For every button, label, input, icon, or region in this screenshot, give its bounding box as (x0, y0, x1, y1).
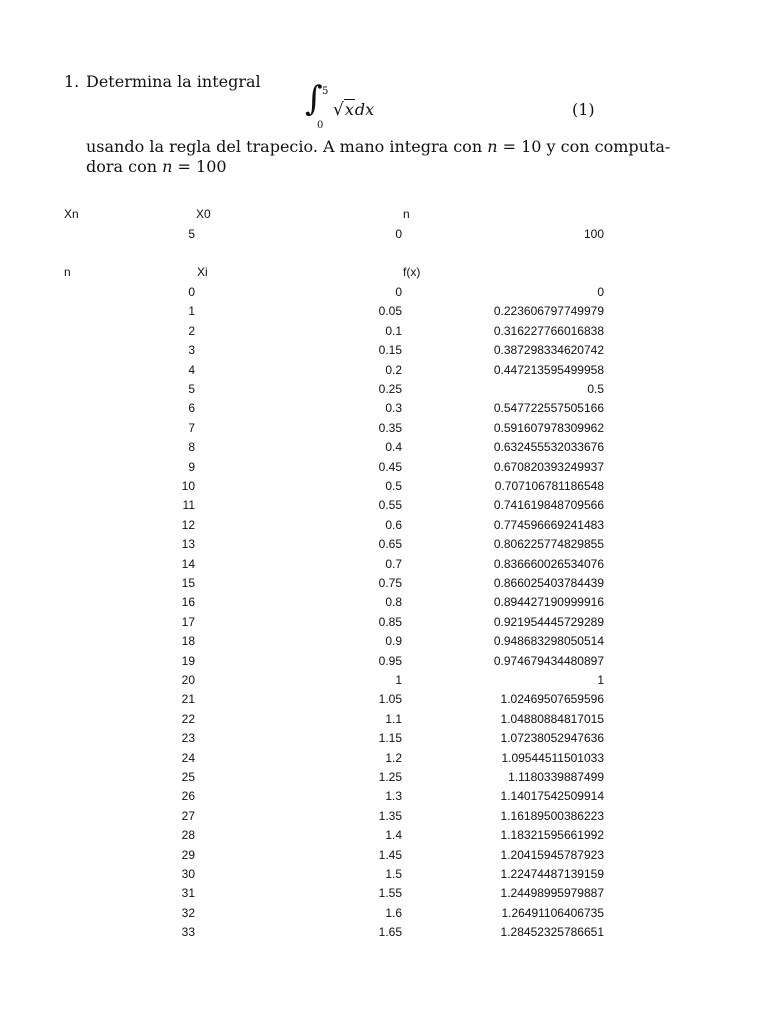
param-value-xn: 5 (188, 227, 195, 241)
cell-xi: 0.9 (385, 634, 402, 649)
cell-fx: 1.09544511501033 (501, 750, 604, 765)
cell-n: 21 (181, 692, 195, 707)
problem-text-line-2 (86, 157, 670, 177)
cell-xi: 1.2 (385, 750, 402, 765)
param-value-x0: 0 (395, 227, 402, 241)
table-row (0, 518, 768, 537)
equation-number: (1) (572, 100, 595, 119)
header-xi: Xi (197, 265, 208, 279)
cell-n: 9 (188, 459, 195, 474)
cell-fx: 0.866025403784439 (493, 576, 604, 590)
cell-fx: 1.24498995979887 (500, 886, 604, 901)
cell-xi: 0.1 (385, 323, 402, 338)
param-label-n: n (403, 207, 410, 221)
cell-xi: 1.5 (385, 867, 402, 881)
cell-n: 14 (181, 556, 195, 571)
header-n: n (64, 265, 71, 279)
cell-n: 4 (188, 362, 195, 377)
table-row (0, 285, 768, 304)
integrand (333, 100, 374, 120)
cell-fx: 1.18321595661992 (500, 828, 604, 843)
cell-xi: 0.85 (378, 614, 402, 629)
cell-n: 19 (181, 653, 195, 668)
cell-fx: 1.1180339887499 (508, 770, 604, 784)
cell-n: 0 (188, 285, 195, 299)
cell-fx: 0.741619848709566 (493, 498, 604, 513)
cell-n: 3 (188, 343, 195, 358)
cell-xi: 1.05 (378, 692, 402, 707)
text-segment: = 100 (172, 157, 227, 176)
cell-xi: 0.2 (385, 362, 402, 377)
table-row (0, 382, 768, 401)
table-row (0, 595, 768, 614)
cell-fx: 1 (597, 673, 604, 687)
cell-fx: 0 (597, 285, 604, 299)
table-row (0, 537, 768, 556)
cell-n: 2 (188, 323, 195, 338)
cell-n: 13 (181, 537, 195, 552)
cell-n: 16 (181, 595, 195, 610)
cell-n: 1 (188, 304, 195, 319)
table-row (0, 867, 768, 886)
table-row (0, 789, 768, 808)
cell-n: 30 (181, 867, 195, 881)
cell-xi: 0.65 (378, 537, 402, 552)
table-row (0, 460, 768, 479)
cell-fx: 0.974679434480897 (493, 653, 604, 668)
cell-n: 8 (188, 440, 195, 455)
cell-fx: 0.806225774829855 (493, 537, 604, 552)
cell-xi: 0.35 (378, 420, 402, 435)
param-label-x0: X0 (196, 207, 211, 221)
text-segment: dora con (86, 157, 163, 176)
cell-n: 7 (188, 420, 195, 435)
differential: dx (354, 100, 375, 119)
table-row (0, 304, 768, 323)
cell-n: 27 (181, 808, 195, 823)
cell-fx: 0.921954445729289 (493, 614, 604, 629)
cell-xi: 1.15 (378, 731, 402, 746)
cell-n: 33 (181, 925, 195, 940)
cell-fx: 1.26491106406735 (501, 905, 604, 920)
table-row (0, 401, 768, 420)
param-label-xn: Xn (64, 207, 79, 221)
table-row (0, 692, 768, 711)
cell-n: 6 (188, 401, 195, 416)
cell-n: 15 (181, 576, 195, 590)
table-row (0, 576, 768, 595)
cell-fx: 0.948683298050514 (493, 634, 604, 649)
table-row (0, 848, 768, 867)
table-row (0, 906, 768, 925)
radicand: x (344, 100, 354, 119)
table-row (0, 770, 768, 789)
cell-xi: 0.45 (378, 459, 402, 474)
cell-n: 24 (181, 750, 195, 765)
cell-fx: 0.316227766016838 (493, 323, 604, 338)
cell-fx: 0.387298334620742 (493, 343, 604, 358)
table-row (0, 712, 768, 731)
problem-heading: Determina la integral (86, 72, 261, 91)
cell-xi: 0.5 (385, 479, 402, 493)
integral-sign-icon: ∫ (305, 79, 323, 119)
cell-fx: 0.774596669241483 (493, 517, 604, 532)
table-row (0, 557, 768, 576)
param-value-n: 100 (583, 227, 604, 241)
cell-fx: 1.20415945787923 (500, 847, 604, 862)
cell-xi: 1.45 (378, 847, 402, 862)
table-row (0, 498, 768, 517)
text-segment: usando la regla del trapecio. A mano integra con (86, 137, 488, 156)
cell-fx: 0.836660026534076 (493, 556, 604, 571)
table-row (0, 925, 768, 944)
cell-xi: 1.6 (385, 905, 402, 920)
cell-xi: 1.35 (378, 808, 402, 823)
table-row (0, 886, 768, 905)
table-row (0, 363, 768, 382)
cell-xi: 1.65 (378, 925, 402, 940)
square-root-icon: √ (333, 100, 344, 120)
cell-n: 22 (181, 711, 195, 726)
cell-fx: 0.223606797749979 (493, 304, 604, 319)
cell-xi: 1.55 (378, 886, 402, 901)
cell-n: 5 (188, 382, 195, 396)
cell-n: 32 (181, 905, 195, 920)
cell-fx: 1.16189500386223 (500, 808, 604, 823)
cell-n: 10 (181, 479, 195, 493)
cell-fx: 0.894427190999916 (493, 595, 604, 610)
integral-lower-limit: 0 (317, 120, 324, 131)
cell-xi: 1 (395, 673, 402, 687)
problem-text-line-1 (86, 137, 670, 157)
cell-xi: 1.4 (385, 828, 402, 843)
problem-number: 1. (64, 72, 80, 91)
cell-fx: 0.5 (587, 382, 604, 396)
cell-xi: 0.75 (378, 576, 402, 590)
integral-upper-limit: 5 (322, 86, 329, 97)
text-segment: = 10 y con computa- (497, 137, 671, 156)
cell-fx: 0.591607978309962 (493, 420, 604, 435)
cell-n: 17 (181, 614, 195, 629)
cell-fx: 0.547722557505166 (493, 401, 604, 416)
header-fx: f(x) (403, 265, 421, 279)
cell-fx: 0.632455532033676 (493, 440, 604, 455)
cell-xi: 0.05 (378, 304, 402, 319)
cell-n: 11 (182, 498, 195, 513)
cell-xi: 0.15 (378, 343, 402, 358)
cell-xi: 0.7 (385, 556, 402, 571)
cell-fx: 1.14017542509914 (500, 789, 604, 804)
table-row (0, 479, 768, 498)
problem-text (86, 137, 670, 177)
cell-fx: 0.670820393249937 (493, 459, 604, 474)
cell-xi: 0.3 (385, 401, 402, 416)
table-row (0, 421, 768, 440)
cell-xi: 1.3 (385, 789, 402, 804)
cell-n: 26 (181, 789, 195, 804)
table-row (0, 324, 768, 343)
table-row (0, 828, 768, 847)
table-row (0, 673, 768, 692)
table-row (0, 809, 768, 828)
table-row (0, 634, 768, 653)
variable-n: n (162, 157, 173, 176)
cell-xi: 0 (395, 285, 402, 299)
cell-xi: 1.1 (385, 711, 402, 726)
cell-xi: 0.25 (378, 382, 402, 396)
cell-xi: 0.6 (385, 517, 402, 532)
cell-fx: 0.707106781186548 (494, 479, 604, 493)
cell-n: 28 (181, 828, 195, 843)
cell-n: 20 (181, 673, 195, 687)
cell-xi: 0.8 (385, 595, 402, 610)
cell-fx: 1.07238052947636 (500, 731, 604, 746)
cell-n: 31 (181, 886, 195, 901)
table-row (0, 654, 768, 673)
cell-n: 29 (181, 847, 195, 862)
cell-fx: 0.447213595499958 (493, 362, 604, 377)
cell-n: 12 (181, 517, 195, 532)
cell-n: 18 (181, 634, 195, 649)
table-row (0, 731, 768, 750)
cell-fx: 1.22474487139159 (500, 867, 604, 881)
cell-xi: 0.55 (378, 498, 402, 513)
table-row (0, 440, 768, 459)
table-row (0, 615, 768, 634)
cell-fx: 1.02469507659596 (500, 692, 604, 707)
table-row (0, 343, 768, 362)
variable-n: n (487, 137, 498, 156)
cell-fx: 1.04880884817015 (500, 711, 604, 726)
cell-n: 23 (181, 731, 195, 746)
table-row (0, 751, 768, 770)
cell-n: 25 (181, 770, 195, 784)
cell-xi: 1.25 (378, 770, 402, 784)
cell-xi: 0.4 (385, 440, 402, 455)
cell-xi: 0.95 (378, 653, 402, 668)
cell-fx: 1.28452325786651 (500, 925, 604, 940)
